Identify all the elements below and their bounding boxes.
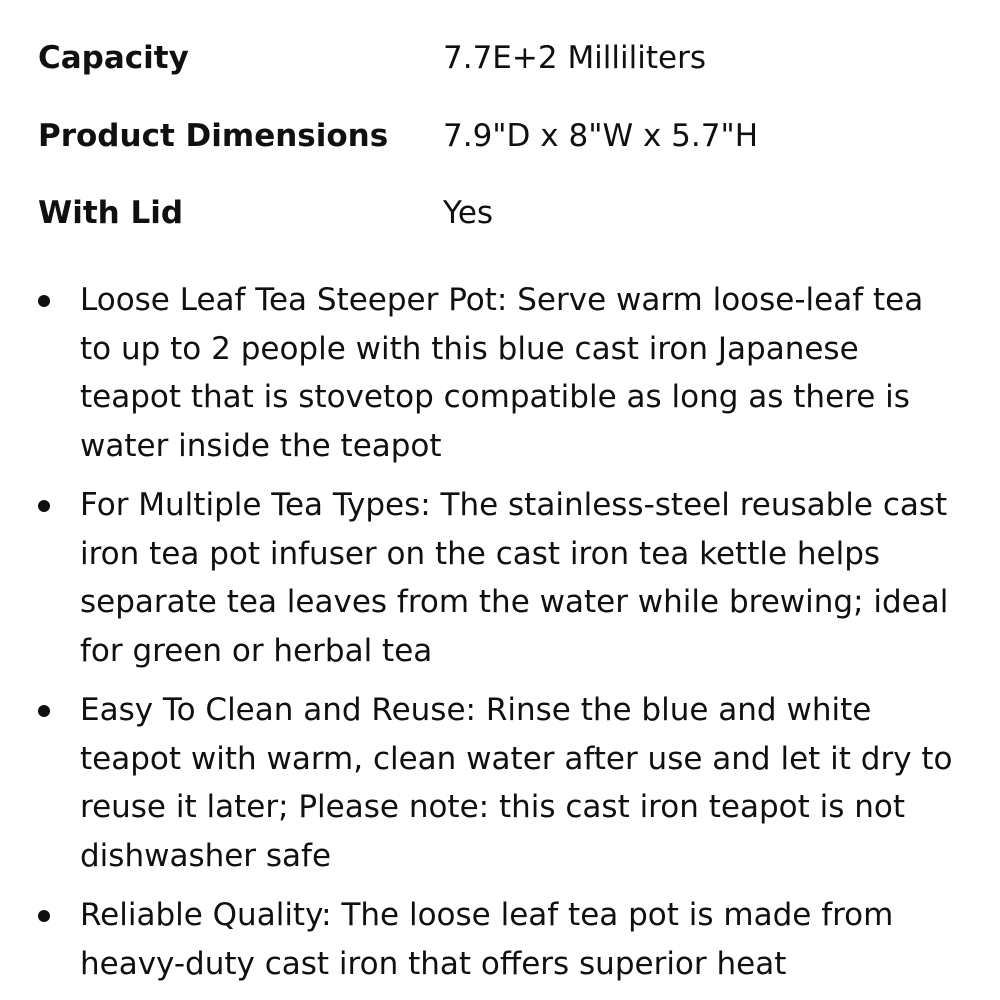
bullet-dot-icon [38, 705, 50, 717]
spec-label: Product Dimensions [38, 118, 389, 154]
feature-bullet-item [0, 686, 1000, 880]
bullet-dot-icon [38, 910, 50, 922]
bullet-dot-icon [38, 295, 50, 307]
spec-row-capacity [38, 28, 978, 88]
feature-bullet-item [0, 891, 1000, 988]
feature-bullet-list [0, 276, 1000, 999]
spec-value: 7.9"D x 8"W x 5.7"H [443, 118, 759, 154]
spec-label: With Lid [38, 195, 184, 231]
spec-row-with-lid [38, 183, 978, 243]
spec-label: Capacity [38, 40, 189, 76]
feature-text: Reliable Quality: The loose leaf tea pot is made from heavy-duty cast iron that offers superior heat [80, 897, 894, 982]
spec-row-product-dimensions [38, 106, 978, 166]
spec-value: Yes [443, 195, 494, 231]
bullet-dot-icon [38, 500, 50, 512]
feature-bullet-item [0, 481, 1000, 675]
feature-text: Easy To Clean and Reuse: Rinse the blue and white teapot with warm, clean water after use and let it dry to reuse it later; Please note: this cast iron teapot is not dishwasher safe [80, 692, 953, 874]
spec-value: 7.7E+2 Milliliters [443, 40, 706, 76]
feature-text: For Multiple Tea Types: The stainless-steel reusable cast iron tea pot infuser on the cast iron tea kettle helps separate tea leaves from the water while brewing; ideal for green or herbal tea [80, 487, 949, 669]
feature-text: Loose Leaf Tea Steeper Pot: Serve warm loose-leaf tea to up to 2 people with this blue cast iron Japanese teapot that is stovetop compatible as long as there is water inside the teapot [80, 282, 924, 464]
feature-bullet-item [0, 276, 1000, 470]
